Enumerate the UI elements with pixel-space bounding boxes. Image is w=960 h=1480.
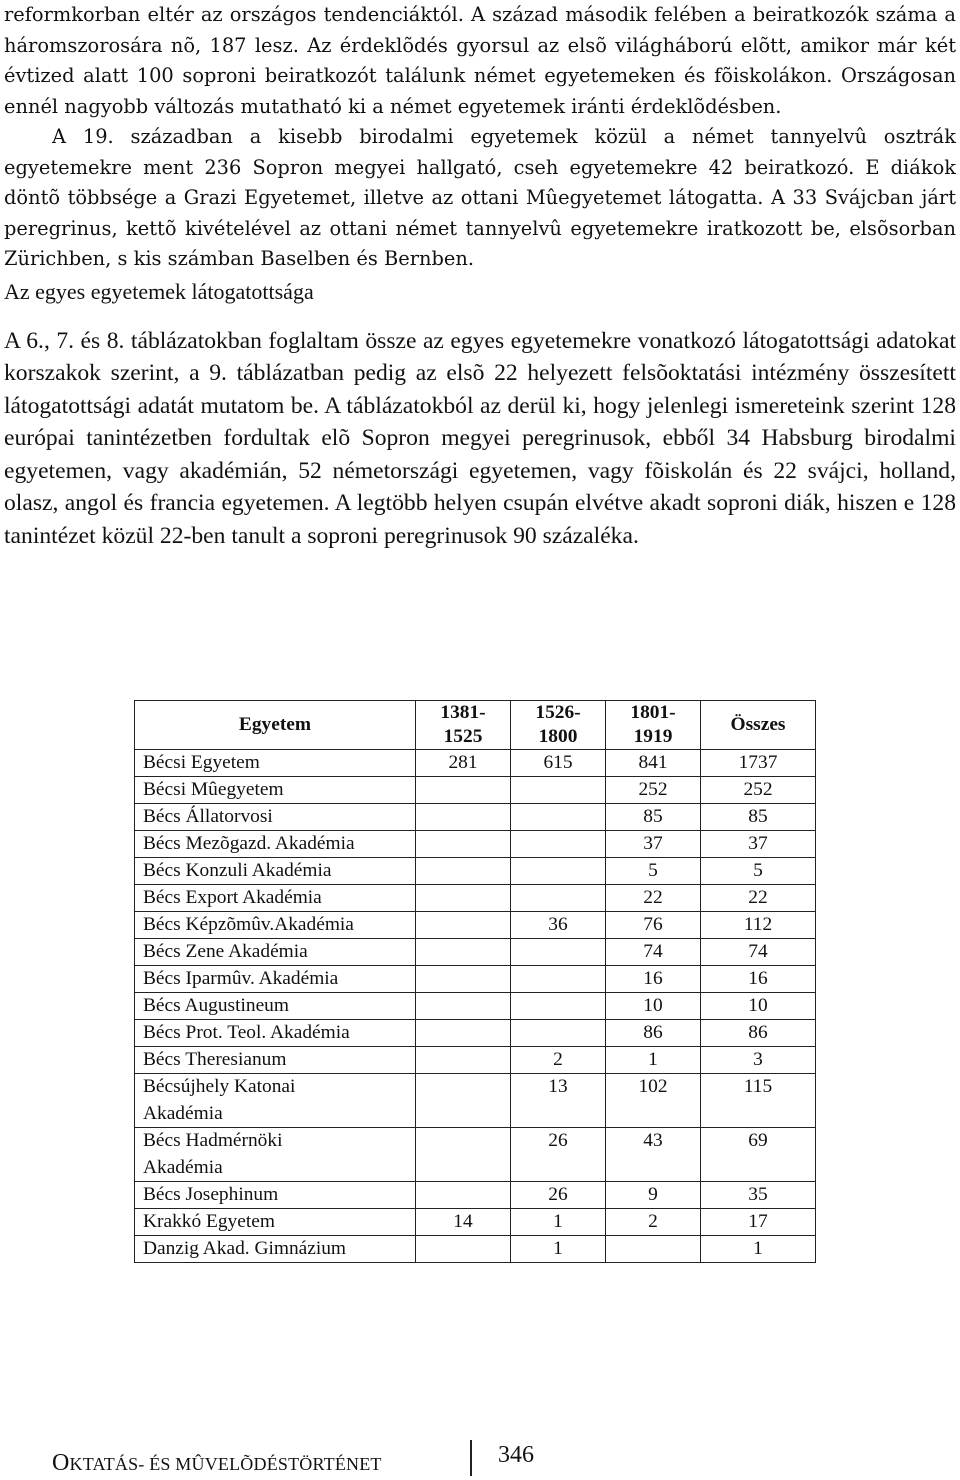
cell-period-3: 85 [606,804,701,831]
cell-period-1 [416,966,511,993]
cell-total: 85 [701,804,816,831]
table-row [135,993,816,1020]
table-row [135,804,816,831]
cell-total: 252 [701,777,816,804]
table-row [135,1182,816,1209]
cell-total: 17 [701,1209,816,1236]
header-university: Egyetem [135,701,416,750]
cell-period-3: 1 [606,1047,701,1074]
cell-period-2 [511,939,606,966]
paragraph-3: A 6., 7. és 8. táblázatokban foglaltam össze az egyes egyetemekre vonatkozó látogatottsági adatokat korszakok szerint, a 9. táblázatban pedig az elsõ 22 helyezett felsõoktatási intézmény összesített látogatottsági adatát mutatom be. A táblázatokból az derül ki, hogy jelenlegi ismereteink szerint 128 európai tanintézetben fordultak elõ Sopron megyei peregrinusok, ebből 34 Habsburg birodalmi egyetemen, vagy akadémián, 52 németországi egyetemen, vagy fõiskolán és 22 svájci, holland, olasz, angol és francia egyetemen. A legtöbb helyen csupán elvétve akadt soproni diák, hiszen e 128 tanintézet közül 22-ben tanult a soproni peregrinusok 90 százaléka. [4,327,956,550]
university-table [134,700,816,1263]
cell-total: 69 [701,1128,816,1182]
table-row [135,1209,816,1236]
table-row [135,966,816,993]
table-row [135,912,816,939]
section-heading: Az egyes egyetemek látogatottsága [4,278,314,304]
cell-period-1 [416,1047,511,1074]
cell-period-2: 26 [511,1128,606,1182]
cell-university-name: Bécs Iparmûv. Akadémia [135,966,416,993]
table-row [135,1128,816,1182]
cell-total: 16 [701,966,816,993]
cell-total: 115 [701,1074,816,1128]
cell-total: 3 [701,1047,816,1074]
cell-period-3: 22 [606,885,701,912]
cell-period-2 [511,885,606,912]
cell-period-2: 2 [511,1047,606,1074]
cell-university-name: Danzig Akad. Gimnázium [135,1236,416,1263]
cell-period-1 [416,1020,511,1047]
header-period-1: 1381- 1525 [416,701,511,750]
table-row [135,885,816,912]
university-table-wrapper [134,700,816,1263]
cell-university-name: Bécs Állatorvosi [135,804,416,831]
cell-period-1 [416,1236,511,1263]
cell-total: 1737 [701,750,816,777]
cell-period-3: 841 [606,750,701,777]
cell-period-3: 16 [606,966,701,993]
cell-period-1 [416,993,511,1020]
cell-period-1: 281 [416,750,511,777]
cell-university-name: Bécs Josephinum [135,1182,416,1209]
cell-total: 112 [701,912,816,939]
footer-title [52,1450,382,1477]
cell-period-3: 37 [606,831,701,858]
cell-period-1 [416,777,511,804]
cell-period-3 [606,1236,701,1263]
cell-period-2: 36 [511,912,606,939]
cell-total: 86 [701,1020,816,1047]
table-body [135,750,816,1263]
cell-period-1 [416,939,511,966]
cell-total: 5 [701,858,816,885]
cell-period-2 [511,1020,606,1047]
cell-university-name: Bécs Konzuli Akadémia [135,858,416,885]
cell-total: 10 [701,993,816,1020]
cell-period-3: 102 [606,1074,701,1128]
table-row [135,1074,816,1128]
table-row [135,1236,816,1263]
table-row [135,1047,816,1074]
table-row [135,831,816,858]
cell-period-2: 26 [511,1182,606,1209]
cell-university-name: Bécs Hadmérnöki Akadémia [135,1128,416,1182]
header-period-3: 1801- 1919 [606,701,701,750]
cell-period-1 [416,1128,511,1182]
body-text-top [4,0,956,275]
cell-period-3: 252 [606,777,701,804]
cell-period-1 [416,1182,511,1209]
table-row [135,858,816,885]
cell-period-3: 5 [606,858,701,885]
cell-university-name: Bécsi Egyetem [135,750,416,777]
header-total: Összes [701,701,816,750]
paragraph-1: reformkorban eltér az országos tendenciáktól. A század második felében a beiratkozók száma a háromszorosára nõ, 187 lesz. Az érdeklõdés gyorsul az elsõ világháború elõtt, amikor már két évtized alatt 100 soproni beiratkozót találunk német egyetemeken és fõiskolákon. Országosan ennél nagyobb változás mutatható ki a német egyetemek iránti érdeklõdésben. [4,3,956,118]
cell-period-2 [511,777,606,804]
cell-period-1 [416,831,511,858]
paragraph-2: A 19. században a kisebb birodalmi egyetemek közül a német tannyelvû osztrák egyetemekre ment 236 Sopron megyei hallgató, cseh egyetemekre 42 beiratkozó. E diákok döntõ többsége a Grazi Egyetemet, illetve az ottani Mûegyetemet látogatta. A 33 Svájcban járt peregrinus, kettõ kivételével az ottani német tannyelvû egyetemekre iratkozott be, elsõsorban Zürichben, s kis számban Baselben és Bernben. [4,125,956,270]
page-body [4,0,956,553]
cell-period-3: 2 [606,1209,701,1236]
cell-university-name: Bécs Export Akadémia [135,885,416,912]
table-row [135,1020,816,1047]
cell-period-1: 14 [416,1209,511,1236]
cell-total: 74 [701,939,816,966]
cell-university-name: Bécsújhely Katonai Akadémia [135,1074,416,1128]
cell-period-1 [416,885,511,912]
cell-total: 35 [701,1182,816,1209]
cell-period-3: 43 [606,1128,701,1182]
cell-period-3: 76 [606,912,701,939]
cell-period-1 [416,804,511,831]
cell-period-2 [511,858,606,885]
table-header-row [135,701,816,750]
cell-university-name: Krakkó Egyetem [135,1209,416,1236]
table-row [135,777,816,804]
footer-title-rest: KTATÁS- ÉS MÛVELÕDÉSTÖRTÉNET [69,1454,382,1474]
cell-university-name: Bécs Augustineum [135,993,416,1020]
table-row [135,939,816,966]
footer-separator [470,1440,472,1476]
cell-total: 1 [701,1236,816,1263]
cell-university-name: Bécs Képzõmûv.Akadémia [135,912,416,939]
cell-period-2 [511,804,606,831]
cell-period-3: 86 [606,1020,701,1047]
cell-total: 37 [701,831,816,858]
cell-period-3: 74 [606,939,701,966]
table-row [135,750,816,777]
cell-university-name: Bécs Prot. Teol. Akadémia [135,1020,416,1047]
cell-period-1 [416,912,511,939]
cell-university-name: Bécs Mezõgazd. Akadémia [135,831,416,858]
cell-period-3: 10 [606,993,701,1020]
cell-period-1 [416,858,511,885]
cell-period-2 [511,966,606,993]
cell-university-name: Bécsi Mûegyetem [135,777,416,804]
cell-period-2 [511,993,606,1020]
cell-period-2: 615 [511,750,606,777]
cell-period-2: 1 [511,1209,606,1236]
cell-university-name: Bécs Theresianum [135,1047,416,1074]
cell-period-3: 9 [606,1182,701,1209]
cell-total: 22 [701,885,816,912]
cell-period-2 [511,831,606,858]
cell-university-name: Bécs Zene Akadémia [135,939,416,966]
footer-title-initial: O [52,1450,70,1476]
header-period-2: 1526- 1800 [511,701,606,750]
page-number: 346 [498,1442,534,1468]
cell-period-1 [416,1074,511,1128]
cell-period-2: 1 [511,1236,606,1263]
cell-period-2: 13 [511,1074,606,1128]
